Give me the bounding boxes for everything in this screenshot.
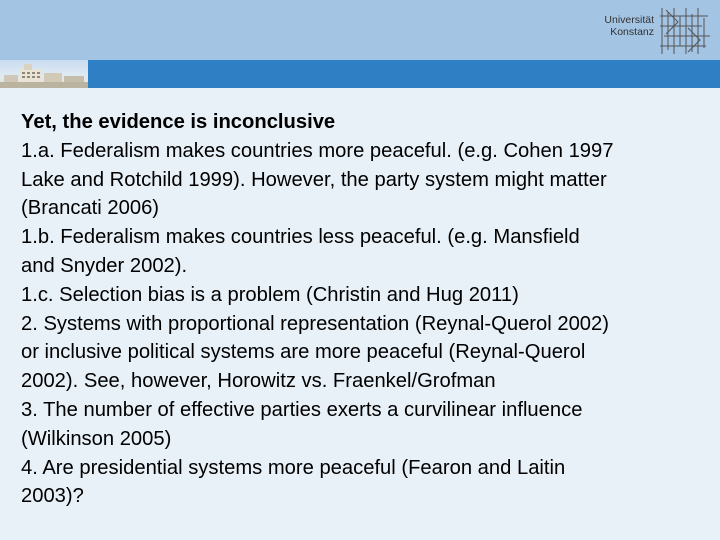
- slide-line: and Snyder 2002).: [21, 254, 188, 277]
- logo-text: [594, 14, 654, 38]
- campus-photo: [0, 60, 88, 88]
- slide-line: 2002). See, however, Horowitz vs. Fraenkel/Grofman: [21, 370, 496, 393]
- slide-line: (Brancati 2006): [21, 197, 160, 220]
- slide-line: (Wilkinson 2005): [21, 427, 172, 450]
- slide-body: [0, 88, 720, 540]
- logo-line-2: Konstanz: [610, 26, 654, 38]
- university-logo: [594, 6, 716, 56]
- header-band: [0, 0, 720, 60]
- slide-line: 1.a. Federalism makes countries more peaceful. (e.g. Cohen 1997: [21, 139, 614, 162]
- slide-line: 1.b. Federalism makes countries less peaceful. (e.g. Mansfield: [21, 226, 580, 249]
- slide-line: 2003)?: [21, 485, 84, 508]
- campus-buildings-icon: [0, 60, 88, 88]
- logo-line-1: Universität: [604, 14, 654, 26]
- slide-line: Lake and Rotchild 1999). However, the party system might matter: [21, 168, 607, 191]
- accent-strip: [88, 60, 720, 88]
- slide-line: 2. Systems with proportional representation (Reynal-Querol 2002): [21, 312, 609, 335]
- logo-mark-icon: [658, 6, 714, 56]
- slide-line: 1.c. Selection bias is a problem (Christin and Hug 2011): [21, 283, 519, 306]
- slide-line: or inclusive political systems are more peaceful (Reynal-Querol: [21, 341, 586, 364]
- slide-text: [21, 108, 720, 511]
- slide-line: 3. The number of effective parties exerts a curvilinear influence: [21, 398, 583, 421]
- slide-line: 4. Are presidential systems more peaceful (Fearon and Laitin: [21, 456, 566, 479]
- slide-heading: Yet, the evidence is inconclusive: [21, 111, 336, 133]
